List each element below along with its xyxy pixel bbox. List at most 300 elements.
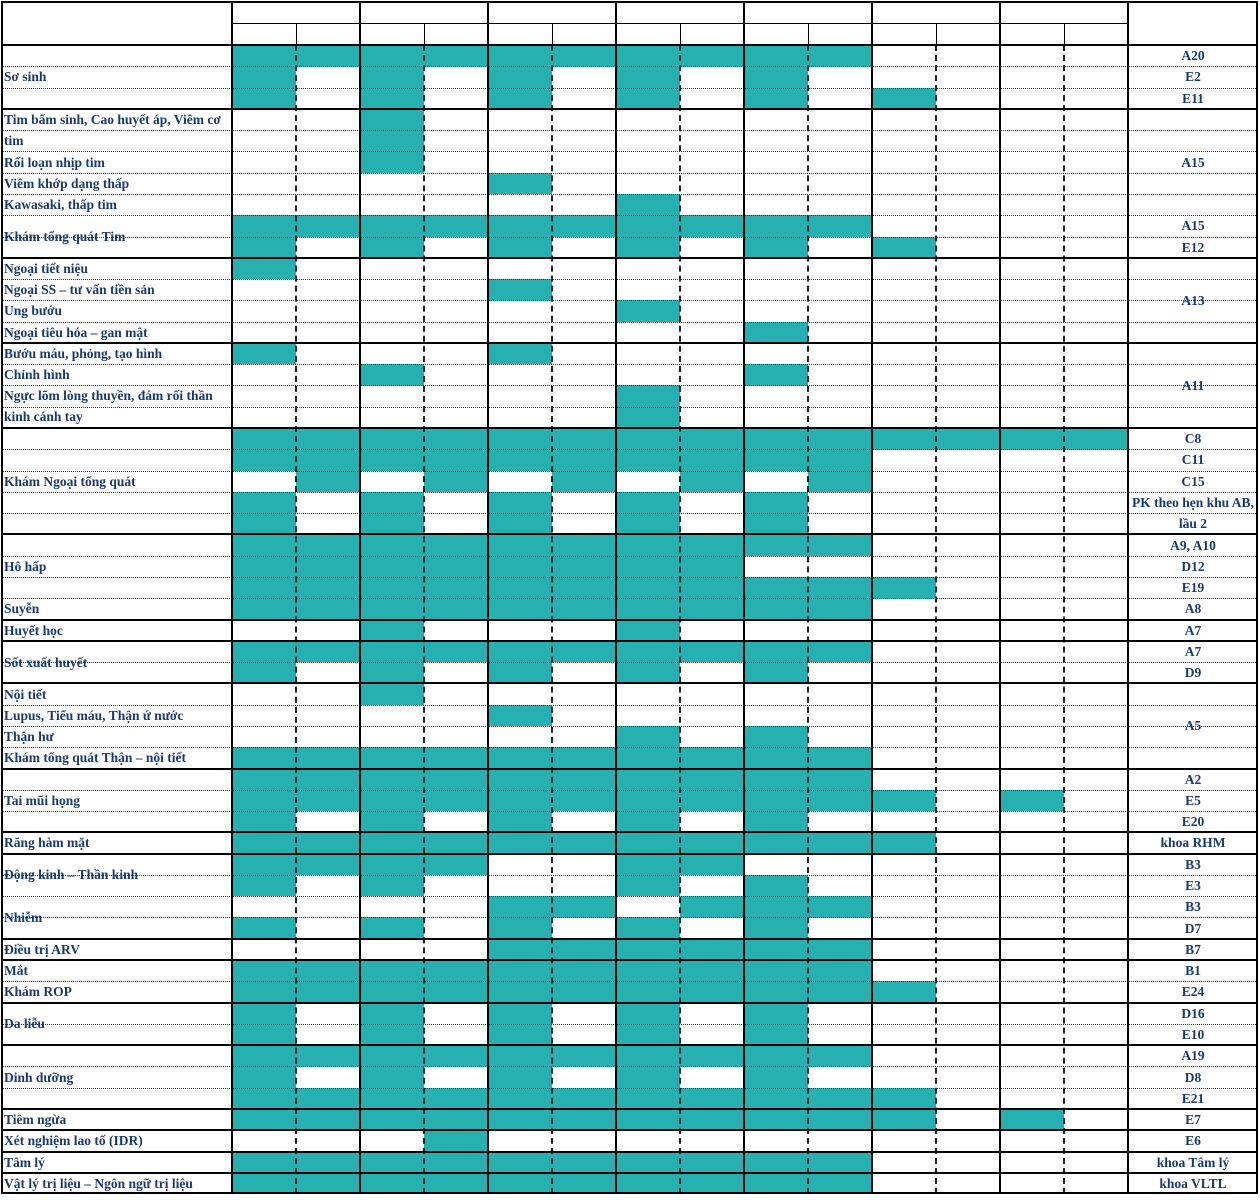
session-slot-filled xyxy=(552,960,616,982)
session-slot-filled xyxy=(360,577,424,599)
session-slot-filled xyxy=(616,726,680,748)
specialty-label xyxy=(1,726,232,747)
session-slot-filled xyxy=(552,471,616,493)
session-slot-filled xyxy=(680,641,744,663)
room-label: khoa RHM xyxy=(1160,835,1226,851)
session-slot-filled xyxy=(872,981,936,1003)
session-slot-filled xyxy=(232,428,296,450)
session-slot-filled xyxy=(488,662,552,684)
session-slot-filled xyxy=(360,364,424,386)
session-slot-filled xyxy=(616,237,680,259)
session-slot-filled xyxy=(808,1045,872,1067)
session-slot-filled xyxy=(360,981,424,1003)
session-slot-filled xyxy=(488,492,552,514)
specialty-label xyxy=(1,1173,232,1194)
session-slot-filled xyxy=(552,45,616,67)
session-slot-filled xyxy=(360,1109,424,1131)
session-slot-filled xyxy=(488,215,552,237)
specialty-label-text: Động kinh – Thần kinh xyxy=(4,867,139,883)
session-header xyxy=(1000,23,1064,45)
session-slot-filled xyxy=(808,790,872,812)
session-slot-filled xyxy=(232,1066,296,1088)
session-slot-filled xyxy=(616,194,680,216)
session-header xyxy=(552,23,616,45)
session-slot-filled xyxy=(232,45,296,67)
session-header xyxy=(936,23,1000,45)
session-slot-filled xyxy=(744,1066,808,1088)
room-label: D16 xyxy=(1181,1005,1205,1021)
specialty-label xyxy=(1,151,232,172)
session-slot-filled xyxy=(552,896,616,918)
grid-line xyxy=(1,108,1258,110)
specialty-label xyxy=(1,832,232,853)
specialty-label-text: Sốt xuất huyết xyxy=(4,654,88,670)
row-separator xyxy=(1,130,1258,131)
session-slot-filled xyxy=(744,790,808,812)
session-slot-filled xyxy=(872,88,936,110)
session-slot-filled xyxy=(296,832,360,854)
session-slot-filled xyxy=(680,534,744,556)
room-label: E5 xyxy=(1185,792,1201,808)
specialty-label-text: Vật lý trị liệu – Ngôn ngữ trị liệu xyxy=(4,1175,193,1191)
session-slot-filled xyxy=(232,215,296,237)
session-slot-filled xyxy=(360,513,424,535)
room-label: E10 xyxy=(1181,1027,1205,1042)
session-slot-filled xyxy=(744,598,808,620)
session-slot-filled xyxy=(296,854,360,876)
specialty-label xyxy=(1,981,232,1002)
specialty-label-text: Tai mũi họng xyxy=(4,792,81,808)
session-slot-filled xyxy=(680,896,744,918)
session-slot-filled xyxy=(360,1045,424,1067)
grid-line xyxy=(680,23,681,45)
session-slot-filled xyxy=(680,1109,744,1131)
specialty-label xyxy=(1,428,232,534)
grid-line xyxy=(1127,1,1129,1194)
row-separator xyxy=(1,747,1258,748)
session-slot-filled xyxy=(360,598,424,620)
session-slot-filled xyxy=(1064,428,1128,450)
session-slot-filled xyxy=(296,769,360,791)
grid-line xyxy=(1,1108,1258,1110)
day-header xyxy=(488,1,616,23)
session-slot-filled xyxy=(232,854,296,876)
session-slot-filled xyxy=(616,88,680,110)
session-slot-filled xyxy=(808,471,872,493)
session-slot-filled xyxy=(936,428,1000,450)
session-slot-filled xyxy=(552,556,616,578)
room-label: E20 xyxy=(1181,814,1205,830)
specialty-label xyxy=(1,683,232,704)
session-slot-filled xyxy=(616,577,680,599)
session-slot-filled xyxy=(744,45,808,67)
session-slot-filled xyxy=(488,641,552,663)
row-separator xyxy=(1,151,1258,152)
specialty-label-text: Răng hàm mặt xyxy=(4,835,90,851)
specialty-label xyxy=(1,705,232,726)
day-header xyxy=(1000,1,1128,23)
specialty-label-text: Điều trị ARV xyxy=(4,941,81,957)
session-slot-filled xyxy=(360,683,424,705)
session-slot-filled xyxy=(488,1088,552,1110)
grid-line xyxy=(1064,23,1065,45)
session-slot-filled xyxy=(744,1003,808,1025)
session-slot-filled xyxy=(360,109,424,131)
room-label: A9, A10 xyxy=(1170,537,1216,553)
session-slot-filled xyxy=(616,598,680,620)
specialty-label xyxy=(1,939,232,960)
session-slot-filled xyxy=(744,577,808,599)
session-slot-filled xyxy=(872,1088,936,1110)
session-slot-filled xyxy=(616,811,680,833)
room-label: A2 xyxy=(1184,771,1202,787)
session-slot-filled xyxy=(360,875,424,897)
grid-line xyxy=(1,1044,1258,1046)
session-slot-filled xyxy=(552,1152,616,1174)
session-slot-filled xyxy=(744,322,808,344)
specialty-label-text: Nhiễm xyxy=(4,909,43,925)
session-slot-filled xyxy=(616,662,680,684)
session-slot-filled xyxy=(552,577,616,599)
session-slot-filled xyxy=(488,66,552,88)
session-header xyxy=(808,23,872,45)
session-slot-filled xyxy=(360,790,424,812)
grid-line xyxy=(424,23,425,45)
session-slot-filled xyxy=(424,854,488,876)
grid-line xyxy=(1,44,1258,46)
room-label: A7 xyxy=(1184,643,1202,659)
session-slot-filled xyxy=(744,832,808,854)
session-slot-filled xyxy=(552,981,616,1003)
session-slot-filled xyxy=(296,960,360,982)
session-slot-filled xyxy=(808,428,872,450)
grid-line xyxy=(359,1,361,1194)
session-slot-filled xyxy=(488,1152,552,1174)
session-slot-filled xyxy=(744,747,808,769)
session-slot-filled xyxy=(744,492,808,514)
session-slot-filled xyxy=(616,832,680,854)
specialty-label-text: Sơ sinh xyxy=(4,69,47,85)
session-slot-filled xyxy=(424,449,488,471)
session-slot-filled xyxy=(872,790,936,812)
session-slot-filled xyxy=(488,705,552,727)
specialty-label xyxy=(1,258,232,279)
session-slot-filled xyxy=(296,1045,360,1067)
row-separator xyxy=(1,917,1258,918)
session-slot-filled xyxy=(232,492,296,514)
session-slot-filled xyxy=(680,832,744,854)
session-slot-filled xyxy=(232,790,296,812)
specialty-label-text: Huyết học xyxy=(4,622,63,638)
clinic-schedule-table xyxy=(1,1,1258,1201)
grid-line xyxy=(487,1,489,1194)
specialty-label xyxy=(1,534,232,598)
row-separator xyxy=(1,1066,1258,1067)
session-slot-filled xyxy=(488,577,552,599)
specialty-label-text: Hô hấp xyxy=(4,558,47,574)
row-separator xyxy=(1,364,1258,365)
session-slot-filled xyxy=(296,556,360,578)
session-slot-filled xyxy=(552,1045,616,1067)
specialty-label xyxy=(1,343,232,364)
session-slot-filled xyxy=(552,428,616,450)
session-slot-filled xyxy=(488,1024,552,1046)
session-slot-filled xyxy=(488,960,552,982)
room-label: E7 xyxy=(1185,1112,1201,1128)
room-label: D12 xyxy=(1181,558,1205,574)
row-separator xyxy=(1,300,1258,301)
row-separator xyxy=(1,896,1258,897)
session-slot-filled xyxy=(808,215,872,237)
session-slot-filled xyxy=(680,556,744,578)
row-separator xyxy=(1,279,1258,280)
specialty-label-text: Khám ROP xyxy=(4,984,72,1000)
session-slot-filled xyxy=(552,790,616,812)
session-slot-filled xyxy=(360,917,424,939)
session-slot-filled xyxy=(488,1109,552,1131)
session-slot-filled xyxy=(744,960,808,982)
room-label: A20 xyxy=(1181,48,1205,64)
grid-line xyxy=(1,533,1258,535)
session-slot-filled xyxy=(616,854,680,876)
session-slot-filled xyxy=(808,534,872,556)
room-label: khoa VLTL xyxy=(1159,1175,1227,1191)
session-slot-filled xyxy=(552,215,616,237)
session-slot-filled xyxy=(488,1045,552,1067)
session-header xyxy=(488,23,552,45)
session-slot-filled xyxy=(616,1003,680,1025)
session-slot-filled xyxy=(680,577,744,599)
session-slot-filled xyxy=(616,1045,680,1067)
session-slot-filled xyxy=(808,598,872,620)
grid-line xyxy=(231,1,233,1194)
session-slot-filled xyxy=(360,832,424,854)
session-slot-filled xyxy=(744,66,808,88)
session-slot-filled xyxy=(488,88,552,110)
specialty-label-text: Khám Ngoại tổng quát xyxy=(4,473,136,489)
specialty-label-text: Mắt xyxy=(4,963,28,979)
grid-line xyxy=(999,1,1001,1194)
session-slot-filled xyxy=(680,769,744,791)
row-separator xyxy=(1,66,1258,67)
session-slot-filled xyxy=(744,811,808,833)
room-label: A19 xyxy=(1181,1048,1205,1064)
session-slot-filled xyxy=(424,1088,488,1110)
grid-line xyxy=(1,1129,1258,1131)
session-slot-filled xyxy=(616,620,680,642)
session-slot-filled xyxy=(488,917,552,939)
session-header xyxy=(680,23,744,45)
session-slot-filled xyxy=(296,641,360,663)
session-slot-filled xyxy=(424,215,488,237)
specialty-label-text: Dinh dưỡng xyxy=(4,1069,74,1085)
session-slot-filled xyxy=(808,896,872,918)
session-slot-filled xyxy=(232,832,296,854)
session-slot-filled xyxy=(488,556,552,578)
session-slot-filled xyxy=(616,790,680,812)
specialty-label-text: Thận hư xyxy=(4,729,54,745)
session-slot-filled xyxy=(744,237,808,259)
room-label: A15 xyxy=(1181,154,1205,170)
session-slot-filled xyxy=(296,981,360,1003)
room-label: khoa Tâm lý xyxy=(1156,1154,1230,1170)
session-slot-filled xyxy=(360,428,424,450)
room-label: E12 xyxy=(1181,239,1205,255)
session-slot-filled xyxy=(360,237,424,259)
row-separator xyxy=(1,1024,1258,1025)
session-slot-filled xyxy=(488,598,552,620)
session-slot-filled xyxy=(616,939,680,961)
session-slot-filled xyxy=(360,747,424,769)
session-slot-filled xyxy=(232,258,296,280)
day-header xyxy=(872,1,1000,23)
session-slot-filled xyxy=(296,790,360,812)
session-slot-filled xyxy=(872,832,936,854)
session-slot-filled xyxy=(808,960,872,982)
session-slot-filled xyxy=(232,747,296,769)
grid-line xyxy=(1,257,1258,259)
session-slot-filled xyxy=(744,726,808,748)
specialty-label-text: Lupus, Tiểu máu, Thận ứ nước xyxy=(4,707,184,723)
grid-line xyxy=(1,640,1258,642)
session-slot-filled xyxy=(1000,1109,1064,1131)
row-separator xyxy=(1,662,1258,663)
grid-line xyxy=(743,1,745,1194)
session-slot-filled xyxy=(424,790,488,812)
row-separator xyxy=(1,88,1258,89)
session-header xyxy=(424,23,488,45)
specialty-label-text: Chỉnh hình xyxy=(4,367,70,383)
session-slot-filled xyxy=(680,449,744,471)
session-slot-filled xyxy=(232,1003,296,1025)
session-slot-filled xyxy=(296,1088,360,1110)
session-slot-filled xyxy=(680,428,744,450)
session-slot-filled xyxy=(360,769,424,791)
session-slot-filled xyxy=(232,598,296,620)
room-label: B3 xyxy=(1185,899,1201,915)
session-slot-filled xyxy=(296,45,360,67)
session-slot-filled xyxy=(872,428,936,450)
session-slot-filled xyxy=(424,1130,488,1152)
specialty-label-text: Suyễn xyxy=(4,601,40,617)
session-slot-filled xyxy=(360,130,424,152)
session-slot-filled xyxy=(616,428,680,450)
session-slot-filled xyxy=(616,1066,680,1088)
session-slot-filled xyxy=(488,832,552,854)
specialty-label-text: Ngoại tiết niệu xyxy=(4,260,88,276)
session-slot-filled xyxy=(296,747,360,769)
session-slot-filled xyxy=(872,237,936,259)
session-slot-filled xyxy=(232,577,296,599)
session-slot-filled xyxy=(552,939,616,961)
session-slot-filled xyxy=(232,1024,296,1046)
specialty-label-text: Khám tổng quát Tim xyxy=(4,229,126,244)
session-header xyxy=(296,23,360,45)
session-slot-filled xyxy=(232,641,296,663)
specialty-label-text: Ung bướu xyxy=(4,303,62,319)
session-slot-filled xyxy=(232,237,296,259)
session-slot-filled xyxy=(424,832,488,854)
session-slot-filled xyxy=(232,88,296,110)
session-slot-filled xyxy=(1000,428,1064,450)
row-separator xyxy=(1,215,1258,216)
specialty-label xyxy=(1,173,232,194)
session-slot-filled xyxy=(1000,790,1064,812)
grid-line xyxy=(1,1151,1258,1153)
room-label: C11 xyxy=(1181,452,1205,468)
grid-line xyxy=(1,1002,1258,1004)
session-slot-filled xyxy=(360,88,424,110)
session-slot-filled xyxy=(744,449,808,471)
day-header xyxy=(232,1,360,23)
session-slot-filled xyxy=(744,215,808,237)
session-slot-filled xyxy=(360,811,424,833)
specialty-label-text: Bướu máu, phỏng, tạo hình xyxy=(4,346,163,362)
session-header xyxy=(616,23,680,45)
session-slot-filled xyxy=(360,1066,424,1088)
row-separator xyxy=(1,173,1258,174)
session-slot-filled xyxy=(488,513,552,535)
session-slot-filled xyxy=(424,981,488,1003)
session-slot-filled xyxy=(360,66,424,88)
session-slot-filled xyxy=(680,960,744,982)
room-label: E24 xyxy=(1181,984,1205,1000)
room-label: E6 xyxy=(1185,1133,1201,1149)
session-slot-filled xyxy=(808,577,872,599)
session-header xyxy=(1064,23,1128,45)
session-slot-filled xyxy=(808,641,872,663)
session-slot-filled xyxy=(488,747,552,769)
session-slot-filled xyxy=(360,960,424,982)
session-slot-filled xyxy=(744,88,808,110)
session-slot-filled xyxy=(744,896,808,918)
session-slot-filled xyxy=(616,875,680,897)
session-slot-filled xyxy=(424,534,488,556)
session-slot-filled xyxy=(488,811,552,833)
row-separator xyxy=(1,449,1258,450)
session-slot-filled xyxy=(616,66,680,88)
specialty-label-text: Rối loạn nhịp tim xyxy=(4,154,105,170)
specialty-label xyxy=(1,364,232,385)
session-slot-filled xyxy=(424,598,488,620)
session-slot-filled xyxy=(872,1109,936,1131)
session-slot-filled xyxy=(296,1109,360,1131)
room-label: E11 xyxy=(1182,90,1204,106)
session-slot-filled xyxy=(552,534,616,556)
session-slot-filled xyxy=(360,1003,424,1025)
row-separator xyxy=(1,471,1258,472)
session-slot-filled xyxy=(552,1088,616,1110)
session-slot-filled xyxy=(232,662,296,684)
session-slot-filled xyxy=(808,769,872,791)
session-slot-filled xyxy=(744,428,808,450)
session-slot-filled xyxy=(296,577,360,599)
session-slot-filled xyxy=(616,747,680,769)
session-slot-filled xyxy=(616,449,680,471)
session-slot-filled xyxy=(360,620,424,642)
specialty-label-text: Khám tổng quát Thận – nội tiết xyxy=(4,750,187,766)
specialty-label xyxy=(1,1109,232,1130)
session-slot-filled xyxy=(232,875,296,897)
grid-line xyxy=(615,1,617,1194)
session-slot-filled xyxy=(488,981,552,1003)
specialty-header xyxy=(1,1,232,45)
session-slot-filled xyxy=(360,45,424,67)
session-slot-filled xyxy=(616,534,680,556)
day-header xyxy=(360,1,488,23)
session-slot-filled xyxy=(360,534,424,556)
specialty-label-text: Kawasaki, thấp tim xyxy=(4,197,117,213)
